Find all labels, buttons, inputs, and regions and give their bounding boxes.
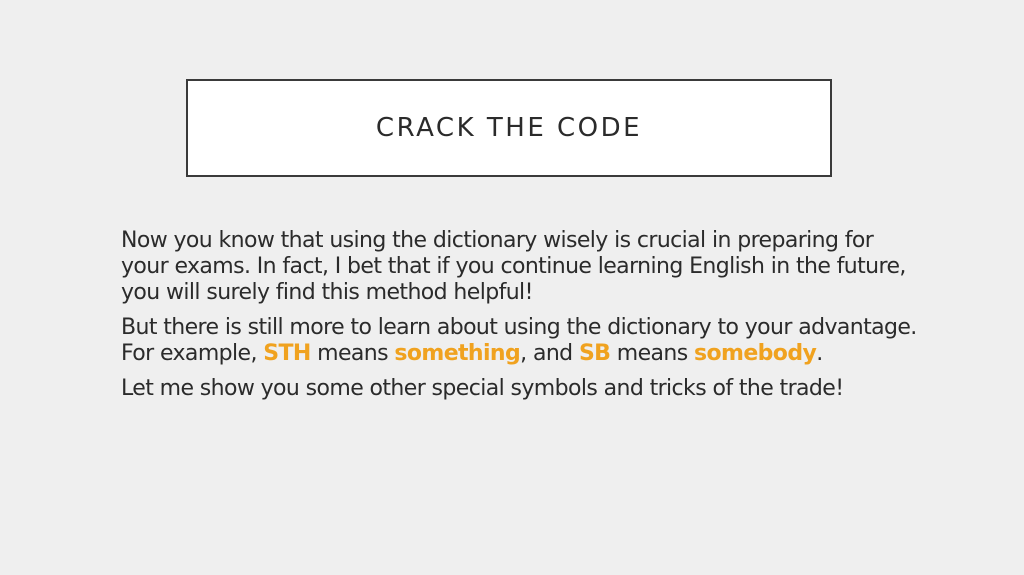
paragraph-2-text-5: . xyxy=(816,341,823,366)
paragraph-2-text-1: But there is still more to learn about using the dictionary to your advantage. For example, xyxy=(121,315,917,366)
highlight-something: something xyxy=(394,341,521,366)
highlight-sth: STH xyxy=(263,341,311,366)
paragraph-2 xyxy=(121,315,921,367)
paragraph-2-text-4: means xyxy=(610,341,694,366)
paragraph-3: Let me show you some other special symbols and tricks of the trade! xyxy=(121,376,844,401)
highlight-sb: SB xyxy=(578,341,611,366)
title-box xyxy=(186,79,832,177)
paragraph-1: Now you know that using the dictionary wisely is crucial in preparing for your exams. In fact, I bet that if you continue learning English in the future, you will surely find this method helpful! xyxy=(121,228,906,305)
paragraph-2-text-2: means xyxy=(310,341,395,366)
paragraph-2-text-3: , and xyxy=(520,341,579,366)
slide-title: CRACK THE CODE xyxy=(375,113,643,143)
highlight-somebody: somebody xyxy=(694,341,817,366)
slide-body xyxy=(121,228,921,411)
